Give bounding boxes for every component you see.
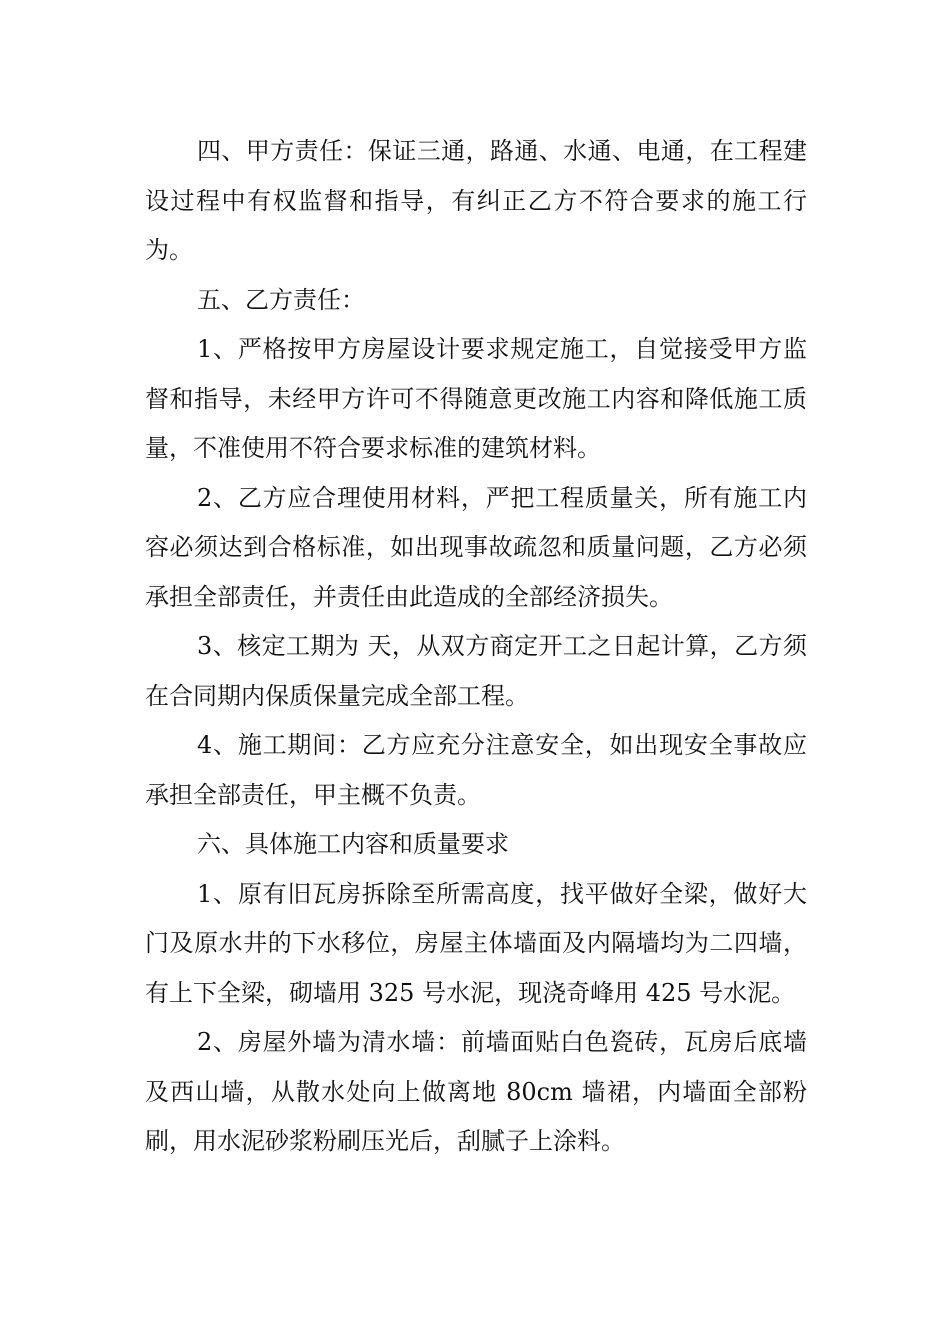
paragraph-b-clause-3: 3、核定工期为 天，从双方商定开工之日起计算，乙方须在合同期内保质保量完成全部工程。	[145, 632, 807, 710]
document-body	[145, 127, 807, 1167]
paragraph-requirement-2: 2、房屋外墙为清水墙：前墙面贴白色瓷砖，瓦房后底墙及西山墙，从散水处向上做离地 80cm 墙裙，内墙面全部粉刷，用水泥砂浆粉刷压光后，刮腻子上涂料。	[145, 1028, 807, 1155]
paragraph-b-clause-4: 4、施工期间：乙方应充分注意安全，如出现安全事故应承担全部责任，甲主概不负责。	[145, 731, 807, 809]
paragraph-b-clause-2: 2、乙方应合理使用材料，严把工程质量关，所有施工内容必须达到合格标准，如出现事故疏忽和质量问题，乙方必须承担全部责任，并责任由此造成的全部经济损失。	[145, 483, 807, 611]
paragraph-b-clause-1: 1、严格按甲方房屋设计要求规定施工，自觉接受甲方监督和指导，未经甲方许可不得随意更改施工内容和降低施工质量，不准使用不符合要求标准的建筑材料。	[145, 335, 807, 462]
paragraph-party-a-responsibilities: 四、甲方责任：保证三通，路通、水通、电通，在工程建设过程中有权监督和指导，有纠正乙方不符合要求的施工行为。	[145, 137, 807, 264]
heading-construction-requirements: 六、具体施工内容和质量要求	[197, 830, 509, 858]
paragraph-requirement-1: 1、原有旧瓦房拆除至所需高度，找平做好全梁，做好大门及原水井的下水移位，房屋主体墙面及内隔墙均为二四墙，有上下全梁，砌墙用 325 号水泥，现浇奇峰用 425 号水泥。	[145, 879, 807, 1007]
heading-party-b-responsibilities: 五、乙方责任：	[197, 285, 365, 314]
